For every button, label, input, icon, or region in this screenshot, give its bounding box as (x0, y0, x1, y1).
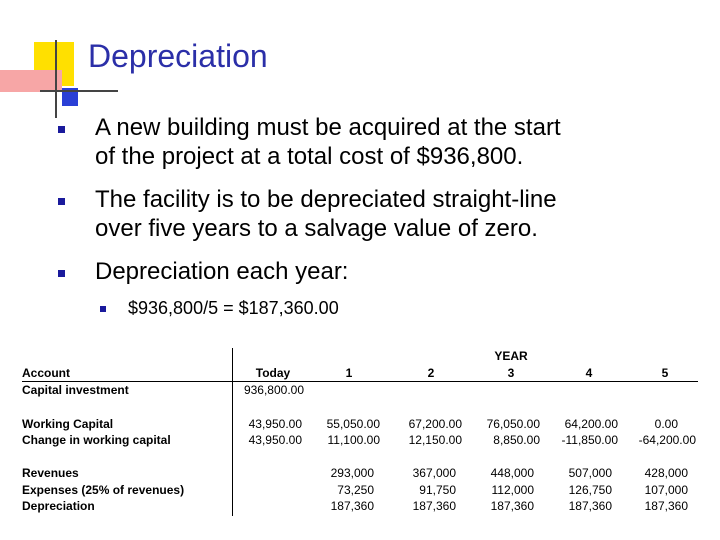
cell-cwc-today: 43,950.00 (248, 433, 302, 447)
bullet-3-line-1: Depreciation each year: (95, 258, 349, 285)
bullet-2-line-1: The facility is to be depreciated straight-line (95, 186, 557, 213)
bullet-icon (58, 126, 65, 133)
cell-cwc-y5: -64,200.00 (638, 433, 696, 447)
slide-title: Depreciation (88, 38, 268, 74)
cell-wc-y3: 76,050.00 (486, 417, 540, 431)
bullet-1-line-2: of the project at a total cost of $936,800. (95, 143, 524, 170)
bullet-1-line-1: A new building must be acquired at the start (95, 114, 561, 141)
cell-cwc-y3: 8,850.00 (493, 433, 540, 447)
cell-rev-y3: 448,000 (490, 466, 534, 480)
sub-bullet-icon (100, 306, 106, 312)
cell-wc-y2: 67,200.00 (408, 417, 462, 431)
cell-dep-y5: 187,360 (644, 499, 688, 513)
logo-vertical-line (55, 40, 57, 118)
bullet-icon (58, 198, 65, 205)
cell-dep-y1: 187,360 (330, 499, 374, 513)
cell-rev-y5: 428,000 (644, 466, 688, 480)
sub-bullet-text: $936,800/5 = $187,360.00 (128, 298, 339, 318)
header-today: Today (255, 366, 291, 380)
row-label-change-wc: Change in working capital (22, 433, 171, 447)
table-vertical-divider (232, 348, 233, 516)
bullet-icon (58, 270, 65, 277)
cell-cwc-y4: -11,850.00 (561, 433, 618, 447)
cell-dep-y2: 187,360 (412, 499, 456, 513)
cell-exp-y5: 107,000 (644, 483, 688, 497)
header-year-4: 4 (585, 366, 593, 380)
cell-wc-y1: 55,050.00 (326, 417, 380, 431)
row-label-depreciation: Depreciation (22, 499, 95, 513)
cell-cwc-y2: 12,150.00 (408, 433, 462, 447)
row-label-working-capital: Working Capital (22, 417, 114, 431)
logo-red-square (0, 70, 62, 92)
table-header-divider (22, 381, 698, 382)
row-label-capital-investment: Capital investment (22, 383, 129, 397)
cell-wc-today: 43,950.00 (248, 417, 302, 431)
cell-wc-y5: 0.00 (654, 417, 678, 431)
bullet-2-line-2: over five years to a salvage value of zero. (95, 215, 538, 242)
cell-dep-y3: 187,360 (490, 499, 534, 513)
header-account: Account (22, 366, 70, 380)
cell-rev-y4: 507,000 (568, 466, 612, 480)
cell-rev-y1: 293,000 (330, 466, 374, 480)
cell-exp-y2: 91,750 (419, 483, 456, 497)
header-year-5: 5 (661, 366, 669, 380)
cell-dep-y4: 187,360 (568, 499, 612, 513)
cell-cwc-y1: 11,100.00 (327, 433, 380, 447)
cell-wc-y4: 64,200.00 (564, 417, 618, 431)
row-label-expenses: Expenses (25% of revenues) (22, 483, 185, 497)
cell-rev-y2: 367,000 (412, 466, 456, 480)
cell-exp-y4: 126,750 (568, 483, 612, 497)
header-year-2: 2 (427, 366, 435, 380)
row-label-revenues: Revenues (22, 466, 79, 480)
logo-horizontal-line (40, 90, 118, 92)
header-year-3: 3 (507, 366, 515, 380)
cell-exp-y3: 112,000 (491, 483, 534, 497)
cell-capital-today: 936,800.00 (243, 383, 304, 397)
header-year-1: 1 (345, 366, 353, 380)
cell-exp-y1: 73,250 (337, 483, 374, 497)
year-label: YEAR (494, 349, 528, 363)
